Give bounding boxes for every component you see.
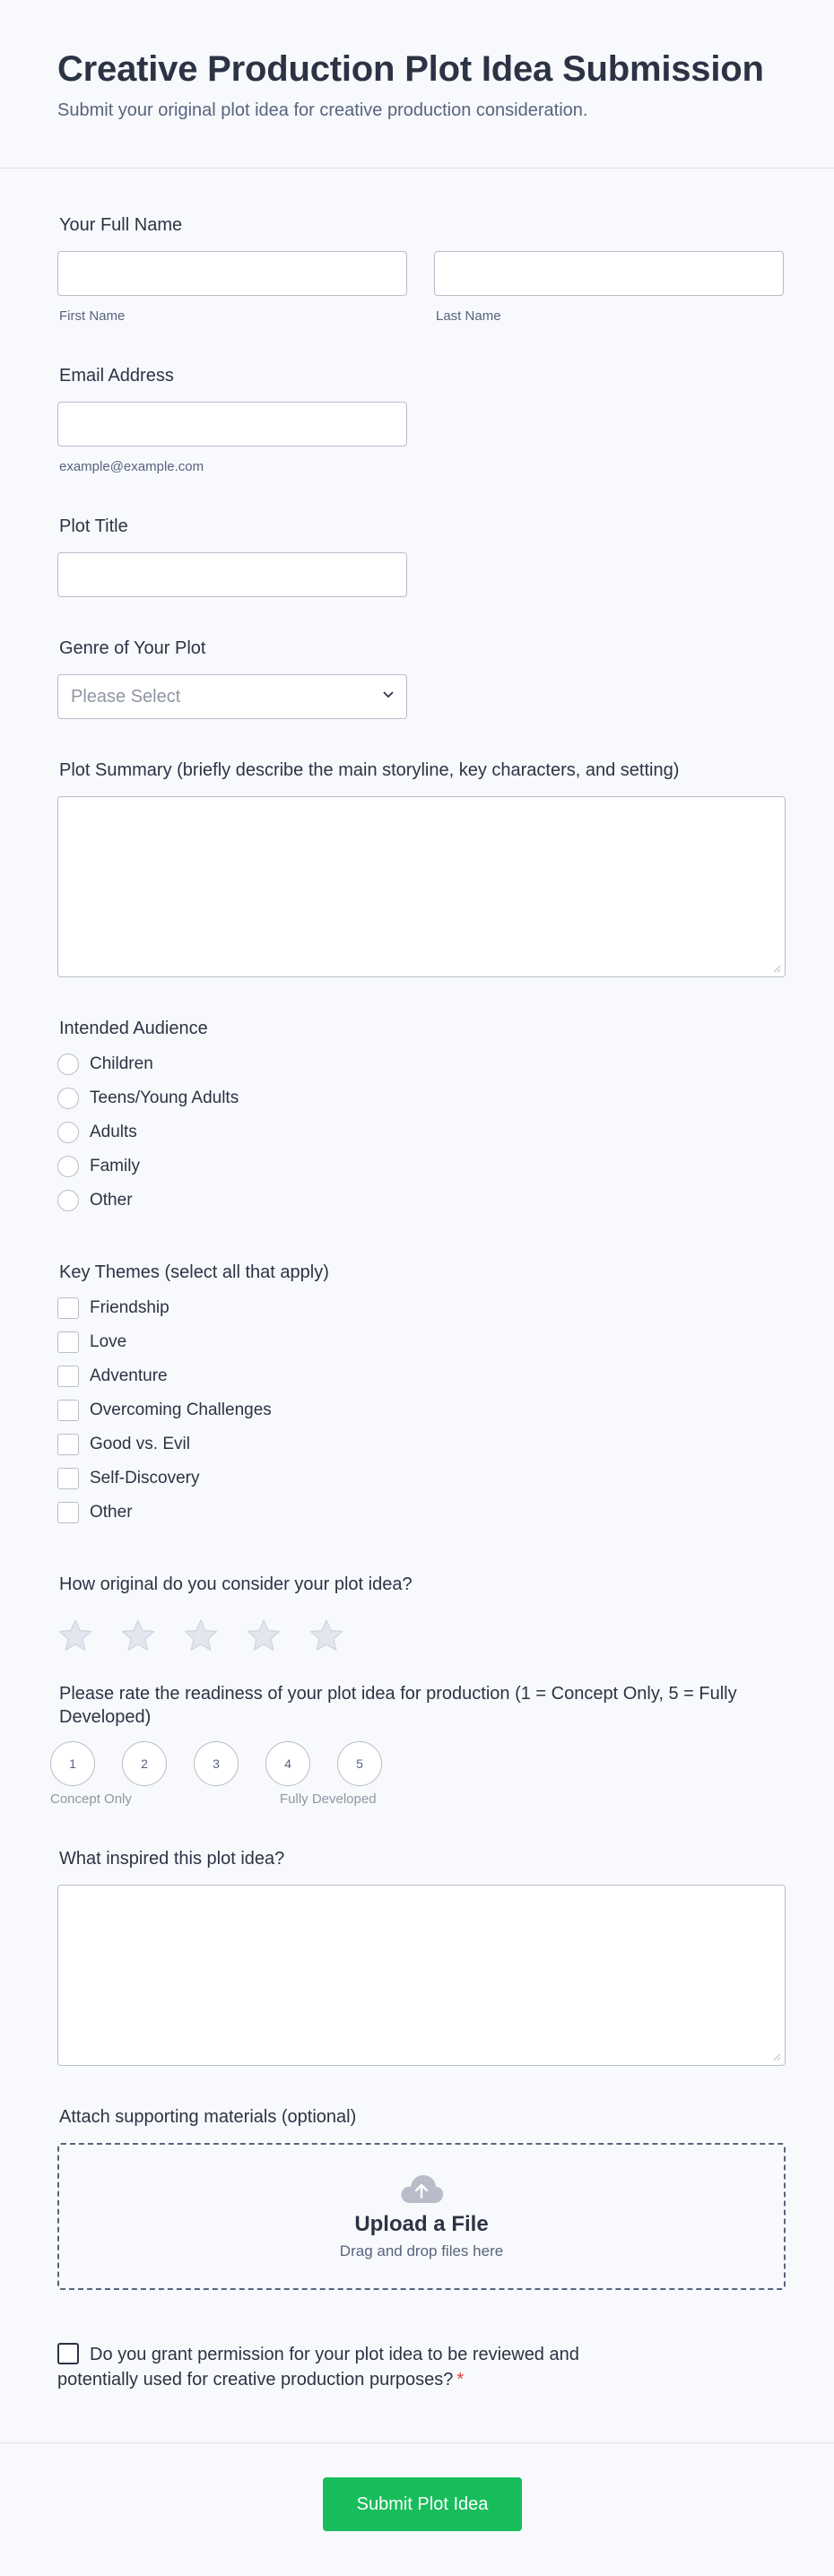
scale-option[interactable]: 4 <box>265 1741 310 1786</box>
genre-selected-value: Please Select <box>71 686 181 707</box>
theme-option-label: Friendship <box>90 1298 169 1317</box>
themes-options <box>57 1291 329 1530</box>
scale-option[interactable]: 3 <box>194 1741 239 1786</box>
star-icon[interactable] <box>246 1618 282 1653</box>
scale-option[interactable]: 1 <box>50 1741 95 1786</box>
originality-label: How original do you consider your plot idea? <box>59 1574 413 1594</box>
audience-option[interactable] <box>57 1115 239 1149</box>
email-label: Email Address <box>59 366 174 386</box>
theme-option-label: Self-Discovery <box>90 1469 200 1487</box>
radio-button[interactable] <box>57 1156 79 1177</box>
consent-checkbox[interactable] <box>57 2343 79 2364</box>
audience-option[interactable] <box>57 1149 239 1184</box>
audience-option-label: Teens/Young Adults <box>90 1089 239 1107</box>
summary-field <box>57 759 786 977</box>
readiness-label: Please rate the readiness of your plot idea for production (1 = Concept Only, 5 = Fully Developed) <box>59 1684 737 1727</box>
plot-title-input[interactable] <box>57 552 407 597</box>
star-icon[interactable] <box>183 1618 219 1653</box>
theme-option[interactable] <box>57 1393 329 1427</box>
last-name-input[interactable] <box>434 251 784 296</box>
audience-option-label: Children <box>90 1054 153 1073</box>
theme-option[interactable] <box>57 1427 329 1461</box>
audience-label: Intended Audience <box>59 1019 208 1038</box>
page-subtitle: Submit your original plot idea for creative production consideration. <box>57 100 588 120</box>
scale-low-label: Concept Only <box>50 1791 132 1807</box>
consent-field <box>57 2342 649 2392</box>
consent-text: Do you grant permission for your plot idea to be reviewed and potentially used for creative production purposes? <box>57 2345 579 2390</box>
theme-option[interactable] <box>57 1359 329 1393</box>
last-name-sublabel: Last Name <box>436 308 501 324</box>
audience-option[interactable] <box>57 1081 239 1115</box>
scale-high-label: Fully Developed <box>280 1791 377 1807</box>
email-field <box>57 364 407 474</box>
attachments-field <box>57 2105 786 2290</box>
radio-button[interactable] <box>57 1088 79 1109</box>
checkbox[interactable] <box>57 1434 79 1455</box>
themes-field <box>57 1261 329 1530</box>
submit-button[interactable]: Submit Plot Idea <box>323 2477 522 2531</box>
email-input[interactable] <box>57 402 407 447</box>
plot-title-label: Plot Title <box>59 516 128 536</box>
radio-button[interactable] <box>57 1122 79 1143</box>
upload-hint: Drag and drop files here <box>339 2242 504 2259</box>
form-header <box>0 0 834 169</box>
scale-option[interactable]: 2 <box>122 1741 167 1786</box>
star-rating <box>57 1618 413 1653</box>
first-name-input[interactable] <box>57 251 407 296</box>
audience-option[interactable] <box>57 1184 239 1218</box>
upload-title: Upload a File <box>354 2212 489 2236</box>
themes-label: Key Themes (select all that apply) <box>59 1262 329 1282</box>
genre-field <box>57 637 407 719</box>
audience-options <box>57 1047 239 1218</box>
checkbox[interactable] <box>57 1502 79 1523</box>
chevron-down-icon <box>383 691 394 702</box>
checkbox[interactable] <box>57 1366 79 1387</box>
resize-handle-icon[interactable] <box>772 964 781 973</box>
theme-option-label: Overcoming Challenges <box>90 1401 272 1419</box>
email-sublabel: example@example.com <box>59 459 204 474</box>
inspiration-label: What inspired this plot idea? <box>59 1849 285 1869</box>
inspiration-field <box>57 1847 786 2066</box>
full-name-field <box>57 213 784 324</box>
summary-label: Plot Summary (briefly describe the main storyline, key characters, and setting) <box>59 760 680 780</box>
scale-option[interactable]: 5 <box>337 1741 382 1786</box>
full-name-label: Your Full Name <box>59 215 183 235</box>
form-footer <box>0 2442 834 2576</box>
audience-option-label: Family <box>90 1157 140 1175</box>
theme-option[interactable] <box>57 1461 329 1496</box>
attachments-label: Attach supporting materials (optional) <box>59 2107 357 2127</box>
theme-option[interactable] <box>57 1291 329 1325</box>
originality-field <box>57 1573 413 1653</box>
checkbox[interactable] <box>57 1400 79 1421</box>
radio-button[interactable] <box>57 1054 79 1075</box>
star-icon[interactable] <box>57 1618 93 1653</box>
theme-option-label: Good vs. Evil <box>90 1435 190 1453</box>
checkbox[interactable] <box>57 1468 79 1489</box>
resize-handle-icon[interactable] <box>772 2052 781 2061</box>
readiness-field <box>50 1682 786 1809</box>
theme-option-label: Love <box>90 1332 127 1351</box>
readiness-scale <box>50 1741 786 1786</box>
summary-textarea[interactable] <box>57 796 786 977</box>
genre-label: Genre of Your Plot <box>59 638 206 658</box>
theme-option-label: Adventure <box>90 1366 168 1385</box>
theme-option-label: Other <box>90 1503 133 1522</box>
checkbox[interactable] <box>57 1297 79 1319</box>
star-icon[interactable] <box>120 1618 156 1653</box>
radio-button[interactable] <box>57 1190 79 1211</box>
audience-option-label: Other <box>90 1191 133 1210</box>
cloud-upload-icon <box>398 2173 445 2205</box>
audience-option[interactable] <box>57 1047 239 1081</box>
theme-option[interactable] <box>57 1496 329 1530</box>
required-mark: * <box>456 2370 465 2390</box>
first-name-sublabel: First Name <box>59 308 126 324</box>
genre-select[interactable] <box>57 674 407 719</box>
star-icon[interactable] <box>308 1618 344 1653</box>
plot-title-field <box>57 515 407 597</box>
theme-option[interactable] <box>57 1325 329 1359</box>
page-title: Creative Production Plot Idea Submission <box>57 49 764 89</box>
file-upload-dropzone[interactable] <box>57 2143 786 2290</box>
inspiration-textarea[interactable] <box>57 1885 786 2066</box>
checkbox[interactable] <box>57 1331 79 1353</box>
audience-field <box>57 1017 239 1218</box>
audience-option-label: Adults <box>90 1123 137 1141</box>
